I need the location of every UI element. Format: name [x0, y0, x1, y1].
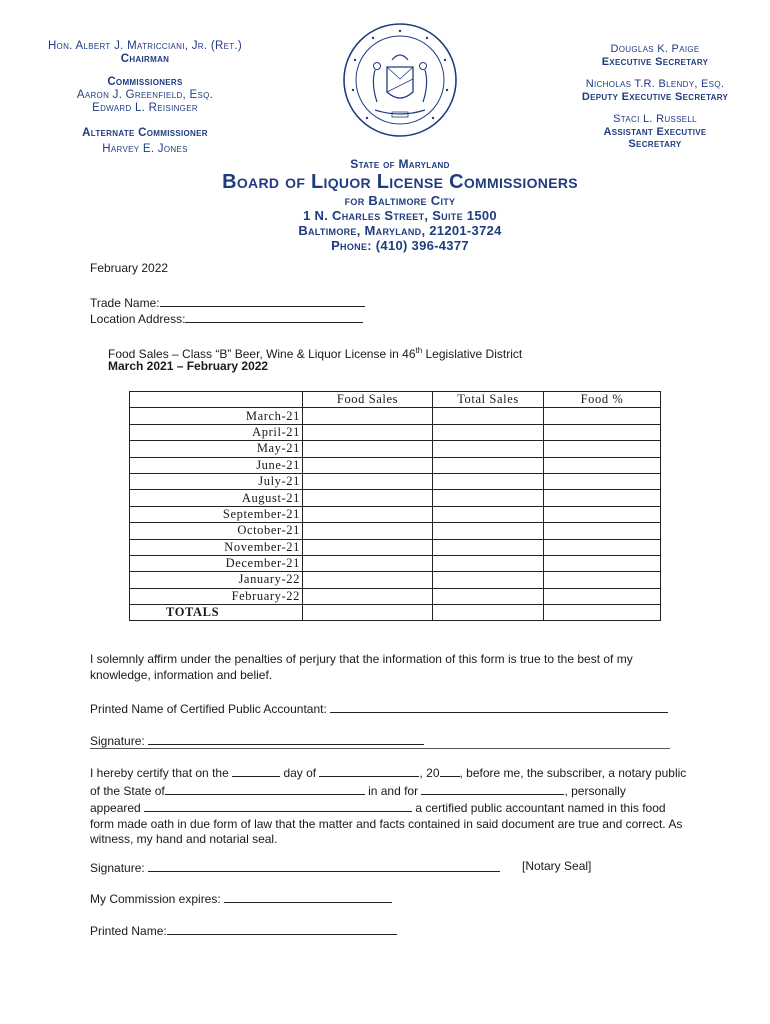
total-sales-cell[interactable] — [433, 424, 544, 440]
cpa-label: Printed Name of Certified Public Accountant: — [90, 702, 327, 716]
notary-line-1 — [90, 764, 690, 782]
state-seal-icon — [337, 22, 463, 138]
affirm-line-1: I solemnly affirm under the penalties of perjury that the information of this form is true to the best of my — [90, 652, 633, 666]
notary-line-2 — [90, 782, 690, 800]
food-percent-cell[interactable] — [544, 473, 661, 489]
food-percent-header: Food % — [544, 392, 661, 408]
notary-line-3 — [90, 799, 690, 817]
signature-field[interactable] — [148, 732, 424, 745]
deputy-name: Nicholas T.R. Blendy, Esq. — [585, 78, 725, 90]
total-sales-cell[interactable] — [433, 506, 544, 522]
month-label: July-21 — [130, 473, 303, 489]
printed-name-row — [90, 922, 397, 940]
food-sales-cell[interactable] — [303, 424, 433, 440]
total-sales-cell[interactable] — [433, 457, 544, 473]
signature2-label: Signature: — [90, 861, 145, 875]
food-sales-cell[interactable] — [303, 572, 433, 588]
printed-name-field[interactable] — [167, 922, 397, 935]
table-row — [130, 424, 661, 440]
month-label: February-22 — [130, 588, 303, 604]
phone: Phone: (410) 396-4377 — [331, 238, 469, 253]
food-percent-cell[interactable] — [544, 457, 661, 473]
exec-title: Executive Secretary — [601, 55, 709, 68]
notary-year-field[interactable] — [440, 764, 460, 777]
notary-line-4: form made oath in due form of law that the matter and facts contained in said document are true and correct. As — [90, 816, 683, 831]
food-percent-cell[interactable] — [544, 523, 661, 539]
total-sales-cell[interactable] — [433, 555, 544, 571]
food-sales-cell[interactable] — [303, 506, 433, 522]
food-percent-cell[interactable] — [544, 572, 661, 588]
total-sales-cell[interactable] — [433, 539, 544, 555]
assistant-name: Staci L. Russell — [613, 113, 697, 125]
table-row — [130, 441, 661, 457]
notary-text: in and for — [368, 783, 419, 798]
location-row — [90, 310, 363, 328]
total-sales-cell[interactable] — [433, 473, 544, 489]
commissioner-2: Edward L. Reisinger — [92, 102, 198, 114]
letterhead-left — [30, 40, 260, 156]
total-sales-cell[interactable] — [433, 408, 544, 424]
notary-text: day of — [283, 766, 317, 780]
food-sales-cell[interactable] — [303, 408, 433, 424]
assistant-title-2: Secretary — [628, 138, 682, 150]
food-percent-cell[interactable] — [544, 408, 661, 424]
signature-row — [90, 732, 424, 750]
notary-block — [90, 764, 690, 848]
signature-label: Signature: — [90, 734, 145, 748]
license-line-text: Food Sales – Class “B” Beer, Wine & Liquor License in 46 — [108, 347, 416, 361]
food-sales-cell[interactable] — [303, 605, 433, 621]
food-sales-cell[interactable] — [303, 457, 433, 473]
food-sales-cell[interactable] — [303, 539, 433, 555]
table-row — [130, 408, 661, 424]
total-sales-cell[interactable] — [433, 523, 544, 539]
month-label: August-21 — [130, 490, 303, 506]
form-date: February 2022 — [90, 261, 169, 275]
assistant-title-1: Assistant Executive — [603, 125, 707, 138]
total-sales-header: Total Sales — [433, 392, 544, 408]
license-line-sup: th — [415, 346, 423, 355]
food-percent-cell[interactable] — [544, 588, 661, 604]
month-label: April-21 — [130, 424, 303, 440]
table-row — [130, 539, 661, 555]
state-name: State of Maryland — [350, 157, 450, 171]
food-sales-cell[interactable] — [303, 588, 433, 604]
board-title: Board of Liquor License Commissioners — [222, 171, 578, 193]
notary-day-field[interactable] — [232, 764, 280, 777]
month-label: September-21 — [130, 506, 303, 522]
chairman-title: Chairman — [120, 53, 170, 65]
cpa-name-field[interactable] — [330, 700, 668, 713]
month-label: January-22 — [130, 572, 303, 588]
notary-state-field[interactable] — [165, 782, 365, 795]
food-sales-cell[interactable] — [303, 523, 433, 539]
food-percent-cell[interactable] — [544, 490, 661, 506]
totals-row — [130, 605, 661, 621]
food-percent-cell[interactable] — [544, 441, 661, 457]
notary-text: , before me, the subscriber, a notary public — [459, 766, 687, 780]
trade-name-field[interactable] — [160, 294, 365, 307]
table-row — [130, 572, 661, 588]
signature2-field[interactable] — [148, 859, 500, 872]
commission-label: My Commission expires: — [90, 892, 221, 906]
printed-name-label: Printed Name: — [90, 924, 167, 938]
totals-label: TOTALS — [130, 605, 303, 621]
affirm-text — [90, 652, 633, 683]
food-percent-cell[interactable] — [544, 424, 661, 440]
period: March 2021 – February 2022 — [108, 359, 269, 373]
divider — [90, 748, 670, 749]
month-header — [130, 392, 303, 408]
total-sales-cell[interactable] — [433, 588, 544, 604]
trade-name-row — [90, 294, 365, 312]
alternate-name: Harvey E. Jones — [102, 143, 188, 155]
address-block — [0, 193, 770, 253]
affirm-line-2: knowledge, information and belief. — [90, 667, 273, 682]
total-sales-cell[interactable] — [433, 490, 544, 506]
cpa-row — [90, 700, 668, 718]
notary-appeared-field[interactable] — [144, 799, 412, 812]
notary-text: I hereby certify that on the — [90, 766, 229, 780]
commission-field[interactable] — [224, 890, 392, 903]
notary-text: , 20 — [419, 766, 440, 780]
table-row — [130, 473, 661, 489]
location-field[interactable] — [185, 310, 363, 323]
food-sales-cell[interactable] — [303, 473, 433, 489]
table-row — [130, 457, 661, 473]
food-percent-cell[interactable] — [544, 605, 661, 621]
commissioners-title: Commissioners — [107, 76, 183, 88]
food-sales-cell[interactable] — [303, 555, 433, 571]
table-header-row — [130, 392, 661, 408]
month-label: November-21 — [130, 539, 303, 555]
food-sales-cell[interactable] — [303, 441, 433, 457]
table-row — [130, 523, 661, 539]
location-label: Location Address: — [90, 312, 186, 326]
month-label: December-21 — [130, 555, 303, 571]
month-label: May-21 — [130, 441, 303, 457]
food-sales-table — [129, 391, 661, 621]
month-label: June-21 — [130, 457, 303, 473]
license-line-text-2: Legislative District — [422, 347, 523, 361]
notary-line-5: witness, my hand and notarial seal. — [90, 832, 278, 846]
notary-text: of the State of — [90, 783, 165, 798]
alternate-title: Alternate Commissioner — [82, 127, 208, 139]
food-sales-header: Food Sales — [303, 392, 433, 408]
notary-seal-label: [Notary Seal] — [522, 859, 592, 873]
chairman-name: Hon. Albert J. Matricciani, Jr. (Ret.) — [47, 40, 243, 52]
table-row — [130, 588, 661, 604]
total-sales-cell[interactable] — [433, 605, 544, 621]
trade-name-label: Trade Name: — [90, 296, 160, 310]
total-sales-cell[interactable] — [433, 572, 544, 588]
for-city: for Baltimore City — [344, 193, 456, 208]
notary-text: a certified public accountant named in this food — [415, 801, 666, 815]
total-sales-cell[interactable] — [433, 441, 544, 457]
month-label: March-21 — [130, 408, 303, 424]
notary-county-field[interactable] — [421, 782, 564, 795]
table-row — [130, 555, 661, 571]
deputy-title: Deputy Executive Secretary — [581, 90, 729, 103]
exec-name: Douglas K. Paige — [610, 43, 700, 55]
table-row — [130, 490, 661, 506]
food-percent-cell[interactable] — [544, 539, 661, 555]
notary-text: , personally — [564, 783, 626, 798]
food-sales-cell[interactable] — [303, 490, 433, 506]
notary-month-field[interactable] — [319, 764, 419, 777]
letterhead-right — [570, 43, 740, 151]
city: Baltimore, Maryland, 21201-3724 — [298, 223, 502, 238]
street: 1 N. Charles Street, Suite 1500 — [303, 208, 497, 223]
commissioner-1: Aaron J. Greenfield, Esq. — [76, 89, 214, 101]
food-percent-cell[interactable] — [544, 555, 661, 571]
food-percent-cell[interactable] — [544, 506, 661, 522]
commission-row — [90, 890, 392, 908]
month-label: October-21 — [130, 523, 303, 539]
table-row — [130, 506, 661, 522]
notary-text: appeared — [90, 801, 141, 815]
signature2-row — [90, 859, 500, 877]
